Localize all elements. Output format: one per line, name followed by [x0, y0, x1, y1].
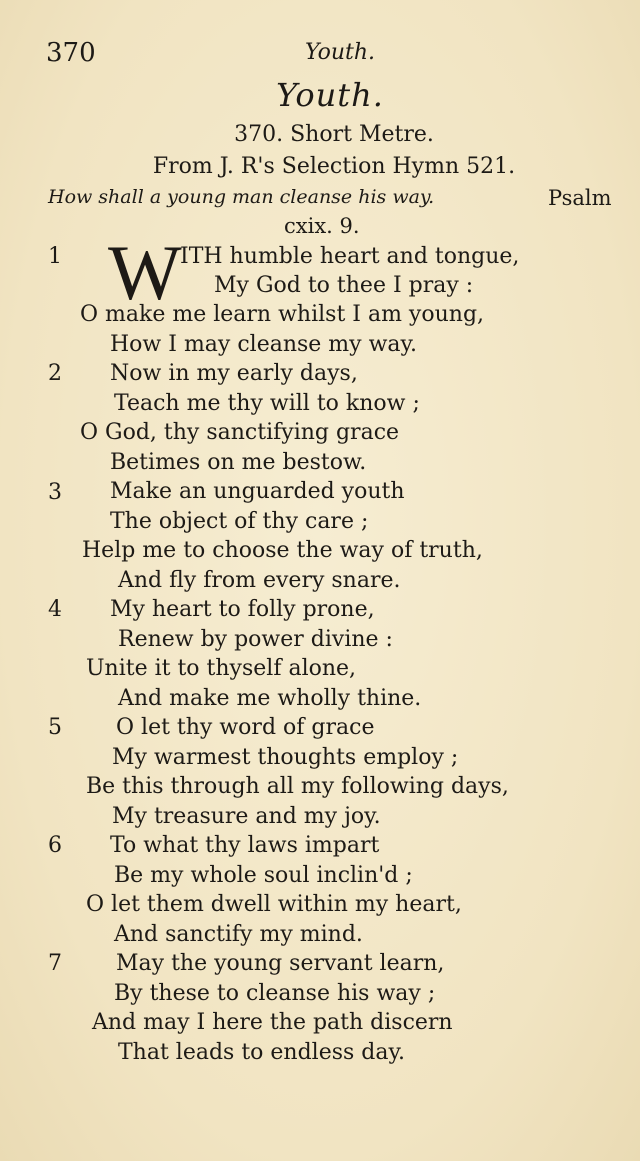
verse-line: Help me to choose the way of truth, — [82, 538, 483, 563]
verse-number: 6 — [48, 833, 62, 858]
verse-line: And sanctify my mind. — [114, 922, 363, 947]
verse-number: 1 — [48, 244, 62, 269]
verse-line: ITH humble heart and tongue, — [180, 244, 520, 269]
verse-line: Be this through all my following days, — [86, 774, 509, 799]
verse-line: O make me learn whilst I am young, — [80, 302, 485, 327]
verse-line: How I may cleanse my way. — [110, 332, 418, 357]
hymn-number-metre: 370. Short Metre. — [234, 122, 434, 147]
verse-number: 3 — [48, 480, 62, 505]
verse-line: And may I here the path discern — [92, 1010, 453, 1035]
verse-line: My warmest thoughts employ ; — [112, 745, 459, 770]
verse-line: Unite it to thyself alone, — [86, 656, 357, 681]
verse-line: And make me wholly thine. — [118, 686, 422, 711]
verse-line: By these to cleanse his way ; — [114, 981, 436, 1006]
verse-line: My God to thee I pray : — [214, 273, 474, 298]
verse-line: And fly from every snare. — [118, 568, 401, 593]
verse-line: That leads to endless day. — [118, 1040, 406, 1065]
verse-line: O let them dwell within my heart, — [86, 892, 462, 917]
epigraph-reference-verse: cxix. 9. — [284, 214, 360, 238]
verse-line: Teach me thy will to know ; — [114, 391, 420, 416]
verse-line: O God, thy sanctifying grace — [80, 420, 400, 445]
epigraph: How shall a young man cleanse his way. — [48, 186, 435, 208]
verse-line: Be my whole soul inclin'd ; — [114, 863, 413, 888]
drop-cap: W — [108, 229, 182, 316]
verse-line: The object of thy care ; — [110, 509, 369, 534]
verse-line: My heart to folly prone, — [110, 597, 375, 622]
running-title: Youth. — [305, 40, 376, 65]
section-title: Youth. — [276, 76, 384, 114]
verse-number: 5 — [48, 715, 62, 740]
hymn-source: From J. R's Selection Hymn 521. — [152, 154, 516, 179]
verse-line: Betimes on me bestow. — [110, 450, 367, 475]
verse-number: 4 — [48, 597, 62, 622]
verse-line: Now in my early days, — [110, 361, 358, 386]
verse-line: To what thy laws impart — [110, 833, 380, 858]
running-head — [0, 38, 640, 68]
verse-line: O let thy word of grace — [116, 715, 375, 740]
verse-line: Make an unguarded youth — [110, 479, 405, 504]
page-number: 370 — [46, 38, 96, 68]
verse-number: 2 — [48, 361, 62, 386]
verse-number: 7 — [48, 951, 62, 976]
verse-line: May the young servant learn, — [116, 951, 445, 976]
epigraph-reference: Psalm — [548, 186, 612, 210]
verse-line: My treasure and my joy. — [112, 804, 381, 829]
verse-line: Renew by power divine : — [118, 627, 393, 652]
